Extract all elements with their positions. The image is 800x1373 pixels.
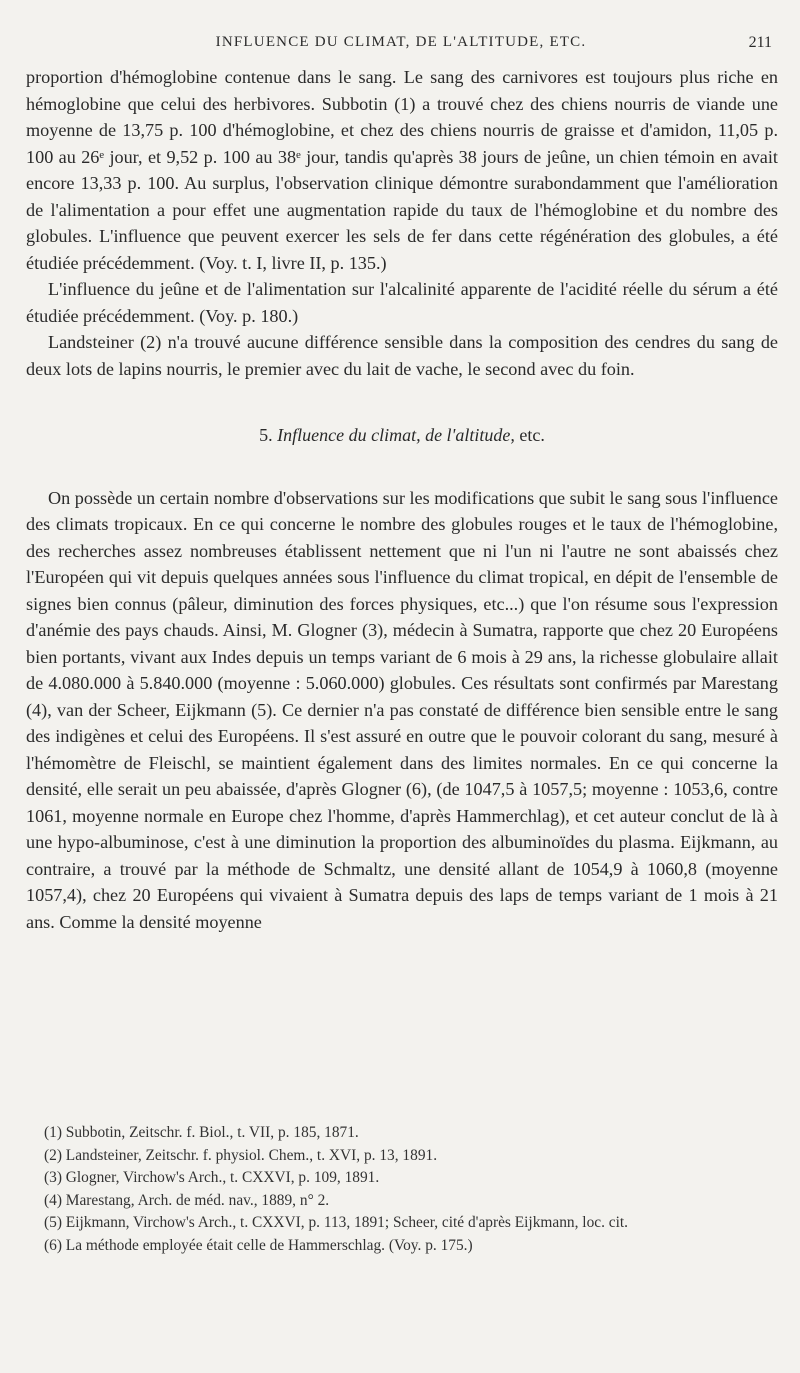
paragraph: L'influence du jeûne et de l'alimentation sur l'alcalinité apparente de l'acidité réelle du sérum a été étudiée précédemment. (Voy. p. 180.) [26, 279, 778, 326]
section-heading [26, 422, 778, 449]
running-title: INFLUENCE DU CLIMAT, DE L'ALTITUDE, ETC. [215, 34, 587, 50]
footnote: (2) Landsteiner, Zeitschr. f. physiol. Chem., t. XVI, p. 13, 1891. [44, 1146, 438, 1164]
paragraph: On possède un certain nombre d'observations sur les modifications que subit le sang sous l'influence des climats tropicaux. En ce qui concerne le nombre des globules rouges et le taux de l'hémoglobine, des recherches assez nombreuses établissent nettement que ni l'un ni l'autre ne sont abaissés chez l'Européen qui vit depuis quelques années sous l'influence du climat tropical, en dépit de l'ensemble de signes bien connus (pâleur, diminution des forces physiques, etc...) que l'on résume sous l'expression d'anémie des pays chauds. Ainsi, M. Glogner (3), médecin à Sumatra, rapporte que chez 20 Européens bien portants, vivant aux Indes depuis un temps variant de 6 mois à 29 ans, la richesse globulaire allait de 4.080.000 à 5.840.000 (moyenne : 5.060.000) globules. Ces résultats sont confirmés par Marestang (4), van der Scheer, Eijkmann (5). Ce dernier n'a pas constaté de différence bien sensible entre le sang des indigènes et celui des Européens. Il s'est assuré en outre que le pouvoir colorant du sang, mesuré à l'hémomètre de Fleischl, se maintient également dans des limites normales. En ce qui concerne la densité, elle serait un peu abaissée, d'après Glogner (6), (de 1047,5 à 1057,5; moyenne : 1053,6, contre 1061, moyenne normale en Europe chez l'homme, d'après Hammerchlag), et cet auteur conclut de là à une hypo-albuminose, c'est à une diminution la proportion des albuminoïdes du plasma. Eijkmann, au contraire, a trouvé par la méthode de Schmaltz, une densité allant de 1054,9 à 1060,8 (moyenne 1057,4), chez 20 Européens qui vivaient à Sumatra depuis des laps de temps variant de 1 mois à 21 ans. Comme la densité moyenne [26, 487, 778, 932]
footnote: (3) Glogner, Virchow's Arch., t. CXXVI, p. 109, 1891. [44, 1169, 380, 1186]
footnote: (5) Eijkmann, Virchow's Arch., t. CXXVI, p. 113, 1891; Scheer, cité d'après Eijkmann, loc. cit. [44, 1214, 629, 1231]
page-header [30, 34, 772, 58]
footnote: (6) La méthode employée était celle de Hammerschlag. (Voy. p. 175.) [44, 1236, 473, 1254]
section-suffix: etc. [519, 425, 545, 445]
section-title: Influence du climat, de l'altitude, [277, 425, 515, 445]
section-number: 5. [259, 425, 273, 445]
body-text [26, 64, 778, 935]
footnote: (4) Marestang, Arch. de méd. nav., 1889, n° 2. [44, 1191, 330, 1209]
footnote: (1) Subbotin, Zeitschr. f. Biol., t. VII, p. 185, 1871. [44, 1124, 359, 1141]
paragraph: Landsteiner (2) n'a trouvé aucune différence sensible dans la composition des cendres du sang de deux lots de lapins nourris, le premier avec du lait de vache, le second avec du foin. [26, 332, 778, 379]
page-number: 211 [748, 34, 772, 51]
paragraph: proportion d'hémoglobine contenue dans le sang. Le sang des carnivores est toujours plus riche en hémoglobine que celui des herbivores. Subbotin (1) a trouvé chez des chiens nourris de viande une moyenne de 13,75 p. 100 d'hémoglobine, et chez des chiens nourris de graisse et d'amidon, 11,05 p. 100 au 26ᵉ jour, et 9,52 p. 100 au 38ᵉ jour, tandis qu'après 38 jours de jeûne, un chien témoin en avait encore 13,33 p. 100. Au surplus, l'observation clinique démontre surabondamment que l'amélioration de l'alimentation a pour effet une augmentation rapide du taux de l'hémoglobine et du nombre des globules. L'influence que peuvent exercer les sels de fer dans cette régénération des globules, a été étudiée précédemment. (Voy. t. I, livre II, p. 135.) [26, 67, 778, 273]
footnotes [26, 1122, 778, 1257]
